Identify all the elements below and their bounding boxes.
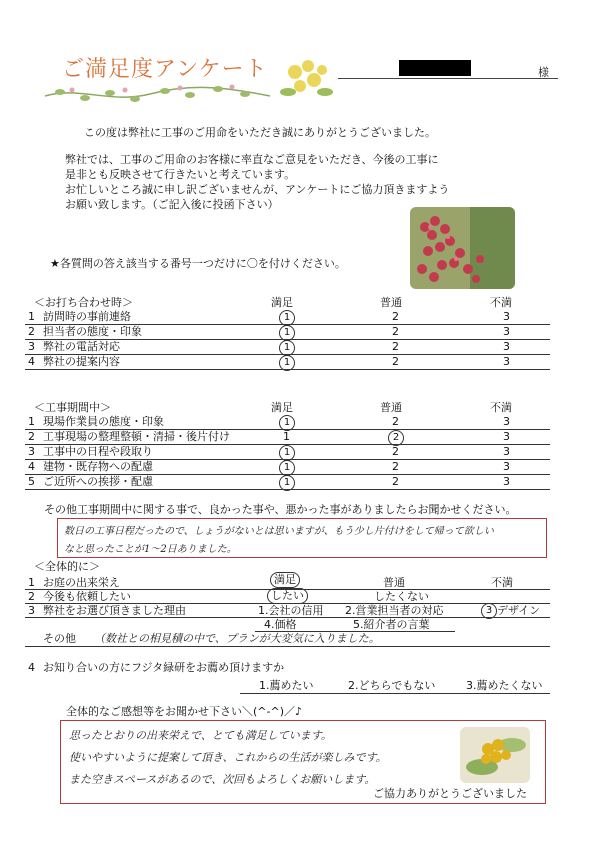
question-number: 1 — [28, 310, 35, 323]
answer-option[interactable]: 2 — [392, 325, 399, 338]
feedback-line-3: また空きスペースがあるので、次回もよろしくお願いします。 — [69, 773, 376, 786]
yellow-flower-decoration — [270, 50, 340, 105]
reason-option-trust[interactable]: 1.会社の信用 — [258, 604, 324, 617]
question-number: 1 — [28, 576, 35, 589]
question-row — [25, 475, 550, 490]
answer-option[interactable]: 2 — [392, 460, 399, 473]
question-number: 3 — [28, 604, 35, 617]
question-label: 訪問時の事前連絡 — [43, 310, 131, 323]
intro-paragraph-2: 是非とも反映させて行きたいと考えています。 — [65, 168, 296, 181]
question-row — [25, 340, 550, 355]
question-label: 工事現場の整理整頓・清掃・後片付け — [43, 430, 230, 443]
row-divider — [25, 646, 550, 647]
answer-option[interactable]: 3 — [503, 415, 510, 428]
recommend-option-no[interactable]: 3.薦めたくない — [466, 679, 543, 692]
construction-comment-box[interactable] — [57, 518, 547, 558]
question-number: 4 — [28, 661, 35, 674]
question-number: 2 — [28, 430, 35, 443]
customer-name-line[interactable] — [338, 78, 558, 79]
question-recommend: お知り合いの方にフジタ緑研をお薦め頂けますか — [43, 661, 285, 674]
question-number: 4 — [28, 355, 35, 368]
answer-option[interactable]: 3 — [503, 310, 510, 323]
question-row — [25, 460, 550, 475]
answer-option[interactable]: 2 — [392, 355, 399, 368]
question-garden-result: お庭の出来栄え — [43, 576, 120, 589]
answer-normal[interactable]: 普通 — [383, 576, 405, 589]
answer-option[interactable]: 3 — [503, 325, 510, 338]
question-number: 2 — [28, 590, 35, 603]
question-row — [25, 445, 550, 460]
answer-satisfied-selected[interactable]: 満足 — [270, 572, 300, 588]
answer-option-selected[interactable]: 1 — [279, 355, 295, 371]
intro-paragraph-4: お願い致します。（ご記入後に投函下さい） — [65, 198, 279, 211]
construction-comment-line-1: 数日の工事日程だったので、しょうがないとは思いますが、もう少し片付けをして帰って欲しい — [64, 526, 494, 537]
answer-option[interactable]: 2 — [392, 445, 399, 458]
answer-option[interactable]: 2 — [392, 340, 399, 353]
instruction-line: ★各質問の答え該当する番号一つだけに〇を付けください。 — [50, 257, 346, 270]
answer-option[interactable]: 1 — [283, 430, 290, 443]
yellow-flower-photo — [460, 727, 530, 783]
question-reason: 弊社をお選び頂きました理由 — [43, 604, 186, 617]
question-row — [25, 325, 550, 340]
feedback-line-1: 思ったとおりの出来栄えで、とても満足しています。 — [69, 729, 332, 742]
survey-title: ご満足度アンケート — [62, 57, 268, 82]
reason-option-design-label: デザイン — [497, 604, 541, 617]
answer-option-selected[interactable]: 1 — [279, 475, 295, 491]
question-number: 3 — [28, 340, 35, 353]
answer-option-selected[interactable]: 1 — [279, 310, 295, 326]
answer-option[interactable]: 3 — [503, 430, 510, 443]
row-divider — [25, 489, 550, 490]
feedback-prompt: 全体的なご感想等をお聞かせ下さい＼(^-^)／♪ — [66, 705, 303, 718]
closing-thanks: ご協力ありがとうございました — [373, 787, 527, 800]
intro-paragraph-1: 弊社では、工事のご用命のお客様に率直なご意見をいただき、今後の工事に — [65, 153, 439, 166]
question-row — [25, 415, 550, 430]
answer-option[interactable]: 2 — [392, 475, 399, 488]
reason-option-price[interactable]: 4.価格 — [264, 618, 297, 631]
construction-comment-question: その他工事期間中に関する事で、良かった事や、悪かった事がありましたらお聞かせください。 — [44, 503, 517, 516]
question-label: 弊社の提案内容 — [43, 355, 120, 368]
answer-option[interactable]: 3 — [503, 475, 510, 488]
reason-other-label: その他 — [43, 632, 76, 645]
redacted-name — [399, 60, 471, 76]
question-label: 工事中の日程や段取り — [43, 445, 153, 458]
answer-option-selected[interactable]: 2 — [388, 430, 404, 446]
answer-option-selected[interactable]: 1 — [279, 460, 295, 476]
question-label: 建物・既存物への配慮 — [43, 460, 153, 473]
thanks-line: この度は弊社に工事のご用命をいただき誠にありがとうございました。 — [84, 126, 436, 139]
question-number: 5 — [28, 475, 35, 488]
question-number: 2 — [28, 325, 35, 338]
answer-option-selected[interactable]: 1 — [279, 445, 295, 461]
reason-option-sales[interactable]: 2.営業担当者の対応 — [345, 604, 444, 617]
answer-option[interactable]: 2 — [392, 310, 399, 323]
answer-option[interactable]: 3 — [503, 340, 510, 353]
question-row — [25, 310, 550, 325]
scale-good-label: 満足 — [271, 401, 293, 414]
answer-option[interactable]: 3 — [503, 355, 510, 368]
question-label: 弊社の電話対応 — [43, 340, 120, 353]
scale-bad-label: 不満 — [490, 296, 512, 309]
row-divider — [240, 693, 550, 694]
question-request-again: 今後も依頼したい — [43, 590, 131, 603]
section-heading-construction: ＜工事期間中＞ — [34, 401, 111, 414]
section-heading-meeting: ＜お打ち合わせ時＞ — [34, 296, 133, 309]
feedback-line-2: 使いやすいように提案して頂き、これからの生活が楽しみです。 — [69, 751, 387, 764]
construction-comment-line-2: なと思ったことが1～2日ありました。 — [64, 544, 237, 555]
answer-option-selected[interactable]: 1 — [279, 415, 295, 431]
red-berries-photo — [410, 207, 515, 289]
reason-other-answer: （数社との相見積の中で、プランが大変気に入りました。 — [94, 632, 380, 645]
recommend-option-neutral[interactable]: 2.どちらでもない — [348, 679, 436, 692]
scale-good-label: 満足 — [271, 296, 293, 309]
answer-option-selected[interactable]: 1 — [279, 340, 295, 356]
reason-option-referral[interactable]: 5.紹介者の言葉 — [353, 618, 430, 631]
scale-bad-label: 不満 — [490, 401, 512, 414]
answer-yes-selected[interactable]: したい — [267, 588, 308, 604]
row-divider — [25, 369, 550, 370]
question-row — [25, 430, 550, 445]
section-heading-overall: ＜全体的に＞ — [34, 560, 100, 573]
question-number: 3 — [28, 445, 35, 458]
answer-option[interactable]: 2 — [392, 415, 399, 428]
answer-option[interactable]: 3 — [503, 460, 510, 473]
intro-paragraph-3: お忙しいところ誠に申し訳ございませんが、アンケートにご協力頂きますよう — [65, 183, 450, 196]
answer-no[interactable]: したくない — [374, 590, 429, 603]
answer-option[interactable]: 3 — [503, 445, 510, 458]
question-label: 現場作業員の態度・印象 — [43, 415, 164, 428]
question-number: 4 — [28, 460, 35, 473]
recommend-option-yes[interactable]: 1.薦めたい — [259, 679, 314, 692]
answer-unsatisfied[interactable]: 不満 — [491, 576, 513, 589]
honorific-label: 様 — [538, 66, 549, 79]
question-label: ご近所への挨拶・配慮 — [43, 475, 153, 488]
question-row — [25, 355, 550, 370]
answer-option-selected[interactable]: 1 — [279, 325, 295, 341]
question-label: 担当者の態度・印象 — [43, 325, 142, 338]
scale-mid-label: 普通 — [380, 296, 402, 309]
scale-mid-label: 普通 — [380, 401, 402, 414]
reason-option-design-selected[interactable]: 3 — [481, 603, 497, 619]
question-number: 1 — [28, 415, 35, 428]
